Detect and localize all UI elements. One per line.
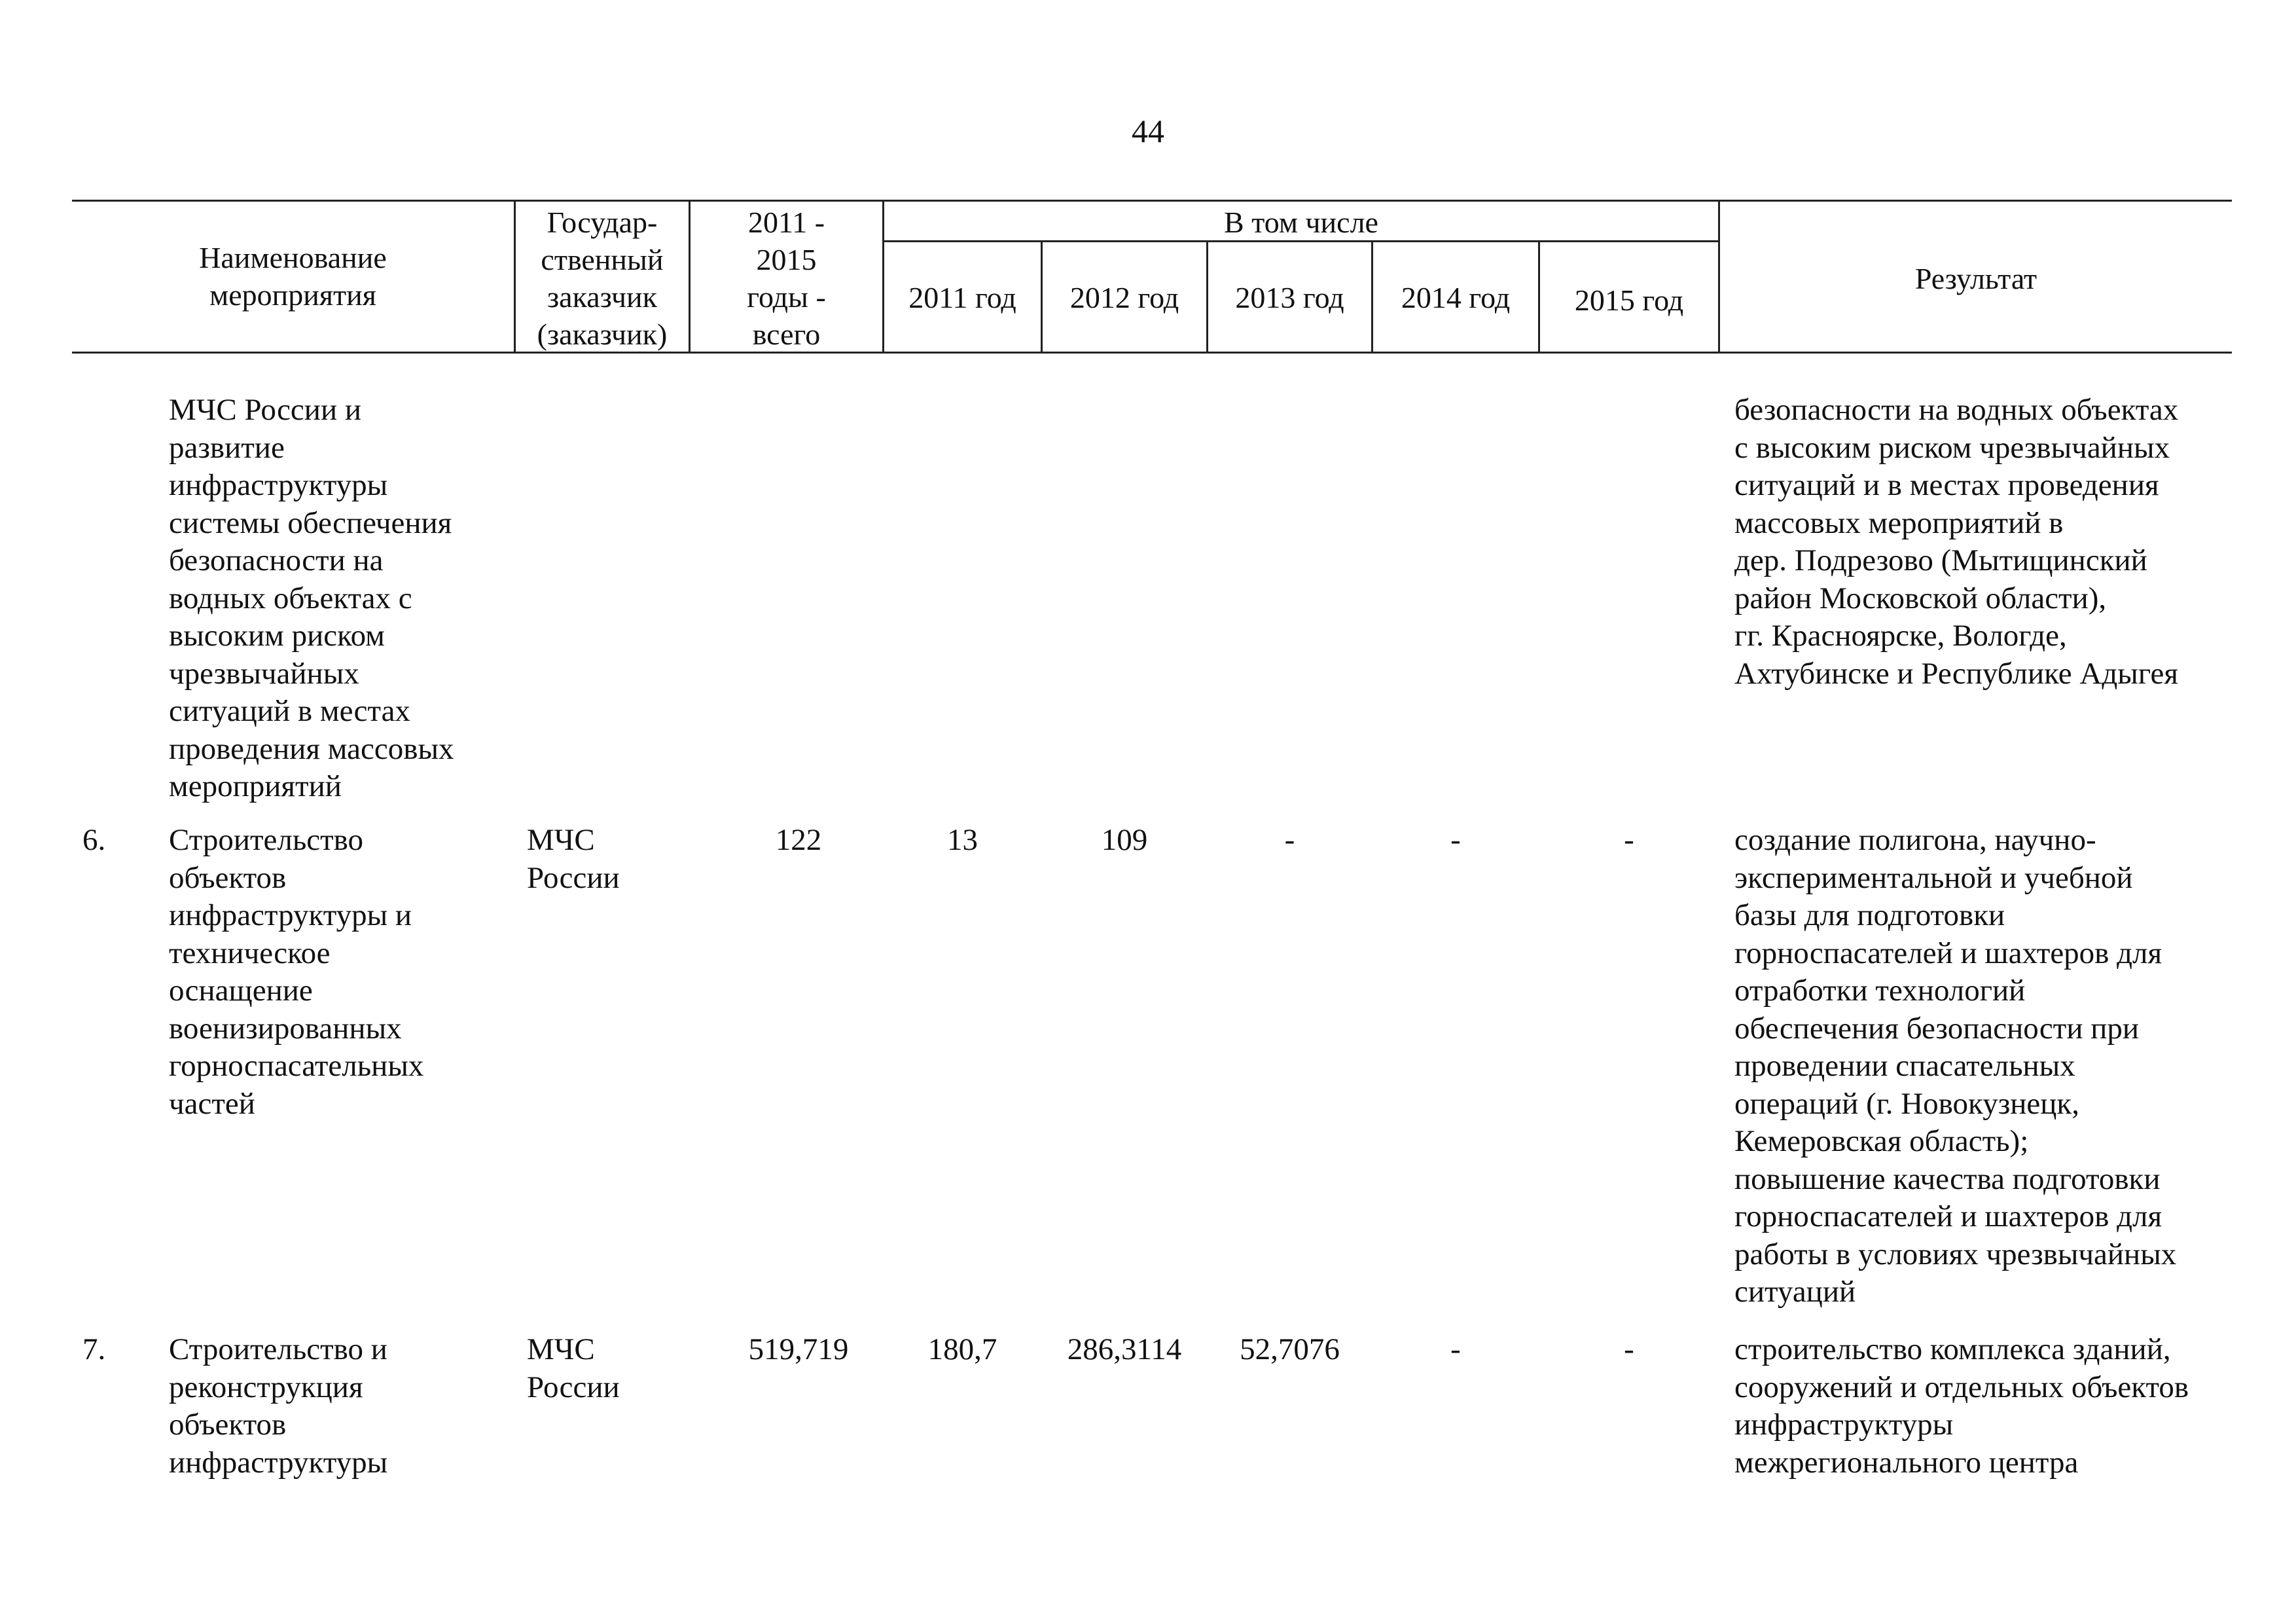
row-customer: МЧС России [527, 823, 620, 895]
row-number: 7. [82, 1332, 106, 1366]
row-2012: 109 [1101, 823, 1148, 857]
page-number: 44 [1132, 113, 1164, 149]
header-2015: 2015 год [1574, 283, 1684, 317]
row-2014: - [1450, 1332, 1461, 1366]
row-2015: - [1624, 823, 1634, 857]
header-including: В том числе [1224, 206, 1378, 239]
row-number: 6. [82, 823, 106, 857]
row-name: МЧС России и развитие инфраструктуры системы обеспечения безопасности на водных объектах с высоким риском чрезвычайных ситуаций в местах проведения массовых мероприятий [169, 393, 454, 803]
header-result: Результат [1914, 262, 2037, 295]
row-result: создание полигона, научно- экспериментальной и учебной базы для подготовки горноспасателей и шахтеров для отработки технологий обеспечения безопасности при проведении спасательных операций (г. Новокузнецк, Кемеровская область); повышение качества подготовки горноспасателей и шахтеров для работы в условиях чрезвычайных ситуаций [1734, 823, 2177, 1309]
header-top-rule [72, 200, 2232, 202]
row-total: 122 [775, 823, 822, 857]
row-2014: - [1450, 823, 1461, 857]
row-2012: 286,3114 [1067, 1332, 1182, 1366]
row-2013: - [1284, 823, 1295, 857]
header-2012: 2012 год [1069, 281, 1179, 314]
row-2011: 13 [947, 823, 978, 857]
row-name: Строительство объектов инфраструктуры и техническое оснащение военизированных горноспасательных частей [169, 823, 424, 1121]
row-2015: - [1624, 1332, 1634, 1366]
header-name: Наименование мероприятия [199, 241, 387, 312]
row-customer: МЧС России [527, 1332, 620, 1404]
header-2011: 2011 год [908, 281, 1016, 314]
header-bottom-rule [72, 352, 2232, 354]
header-2014: 2014 год [1401, 281, 1511, 314]
header-customer: Государ- ственный заказчик (заказчик) [537, 206, 668, 351]
row-2011: 180,7 [927, 1332, 997, 1366]
row-result: строительство комплекса зданий, сооружений и отдельных объектов инфраструктуры межрегионального центра [1734, 1332, 2189, 1480]
header-total: 2011 - 2015 годы - всего [747, 206, 826, 351]
row-name: Строительство и реконструкция объектов инфраструктуры [169, 1332, 388, 1480]
row-2013: 52,7076 [1240, 1332, 1340, 1366]
header-2013: 2013 год [1235, 281, 1344, 314]
row-total: 519,719 [748, 1332, 849, 1366]
row-result: безопасности на водных объектах с высоким риском чрезвычайных ситуаций и в местах проведения массовых мероприятий в дер. Подрезово (Мытищинский район Московской области), гг. Красноярске, Вологде, Ахтубинске и Республике Адыгея [1734, 393, 2179, 691]
